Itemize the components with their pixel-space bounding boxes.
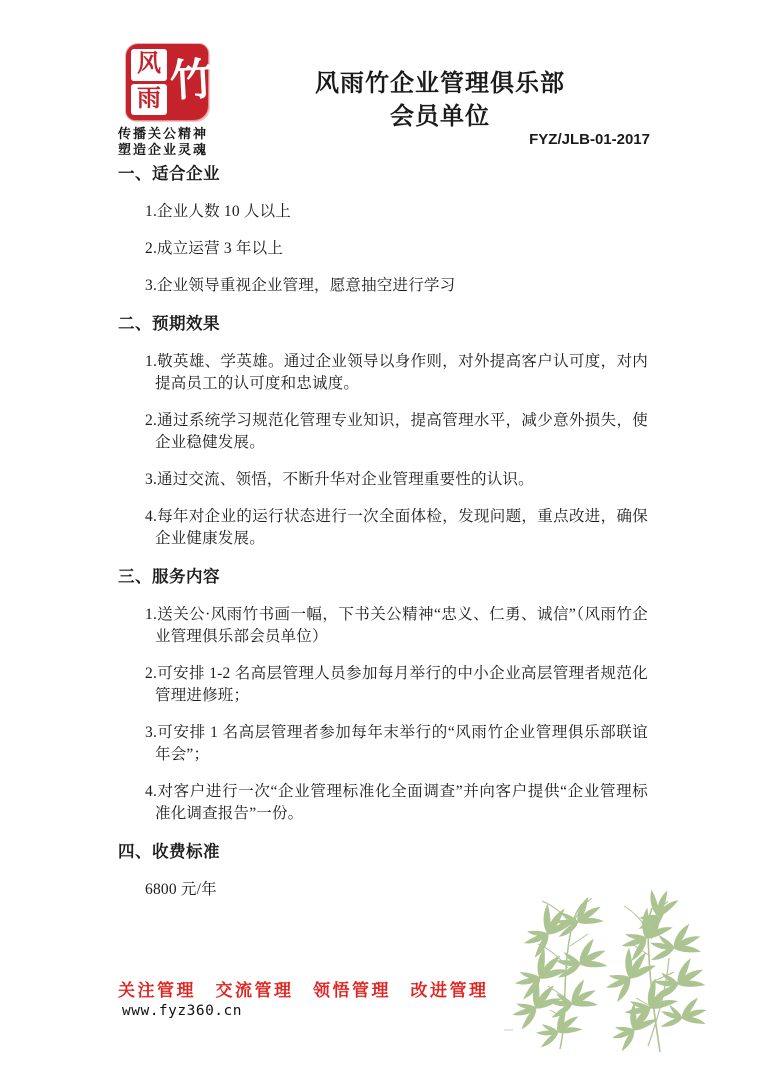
document-body <box>118 162 648 916</box>
list-item: 1.敬英雄、学英雄。通过企业领导以身作则，对外提高客户认可度，对内提高员工的认可度和忠诚度。 <box>145 353 648 392</box>
list-item: 3.通过交流、领悟，不断升华对企业管理重要性的认识。 <box>145 471 534 488</box>
bamboo-illustration <box>498 886 738 1056</box>
section-expected-effects <box>118 312 648 550</box>
section-heading: 四、收费标准 <box>118 842 220 861</box>
list-item: 3.企业领导重视企业管理，愿意抽空进行学习 <box>145 277 456 294</box>
document-title <box>160 68 720 134</box>
section-suitable-enterprises <box>118 162 648 297</box>
section-heading: 三、服务内容 <box>118 567 220 586</box>
fee-value: 6800 元/年 <box>145 881 217 898</box>
list-item: 3.可安排 1 名高层管理者参加每年末举行的“风雨竹企业管理俱乐部联谊年会”； <box>145 724 648 763</box>
footer-website: www.fyz360.cn <box>122 1003 242 1019</box>
title-line2: 会员单位 <box>390 104 490 130</box>
logo-tagline-line1: 传播关公精神 <box>118 126 209 141</box>
section-service-content <box>118 565 648 825</box>
list-item: 2.通过系统学习规范化管理专业知识，提高管理水平，减少意外损失，使企业稳健发展。 <box>145 412 648 451</box>
list-item: 4.每年对企业的运行状态进行一次全面体检，发现问题，重点改进，确保企业健康发展。 <box>145 508 648 547</box>
seal-char-yu: 雨 <box>131 84 167 116</box>
bamboo-right <box>599 886 713 1052</box>
logo-tagline-line2: 塑造企业灵魂 <box>118 142 209 157</box>
footer-slogan: 关注管理 交流管理 领悟管理 改进管理 <box>118 981 489 1000</box>
bamboo-left <box>508 894 611 1050</box>
seal-char-feng: 风 <box>131 49 167 81</box>
list-item: 4.对客户进行一次“企业管理标准化全面调查”并向客户提供“企业管理标准化调查报告”一份。 <box>145 783 648 822</box>
list-item: 2.成立运营 3 年以上 <box>145 240 284 257</box>
section-heading: 一、适合企业 <box>118 164 220 183</box>
list-item: 1.企业人数 10 人以上 <box>145 203 291 220</box>
list-item: 1.送关公·风雨竹书画一幅，下书关公精神“忠义、仁勇、诚信”（风雨竹企业管理俱乐部会员单位） <box>145 606 648 645</box>
list-item: 2.可安排 1-2 名高层管理人员参加每月举行的中小企业高层管理者规范化管理进修班； <box>145 665 648 704</box>
section-heading: 二、预期效果 <box>118 314 220 333</box>
document-code: FYZ/JLB-01-2017 <box>529 131 650 148</box>
seal-char-zhu: 竹 <box>168 54 216 107</box>
title-line1: 风雨竹企业管理俱乐部 <box>315 71 565 97</box>
